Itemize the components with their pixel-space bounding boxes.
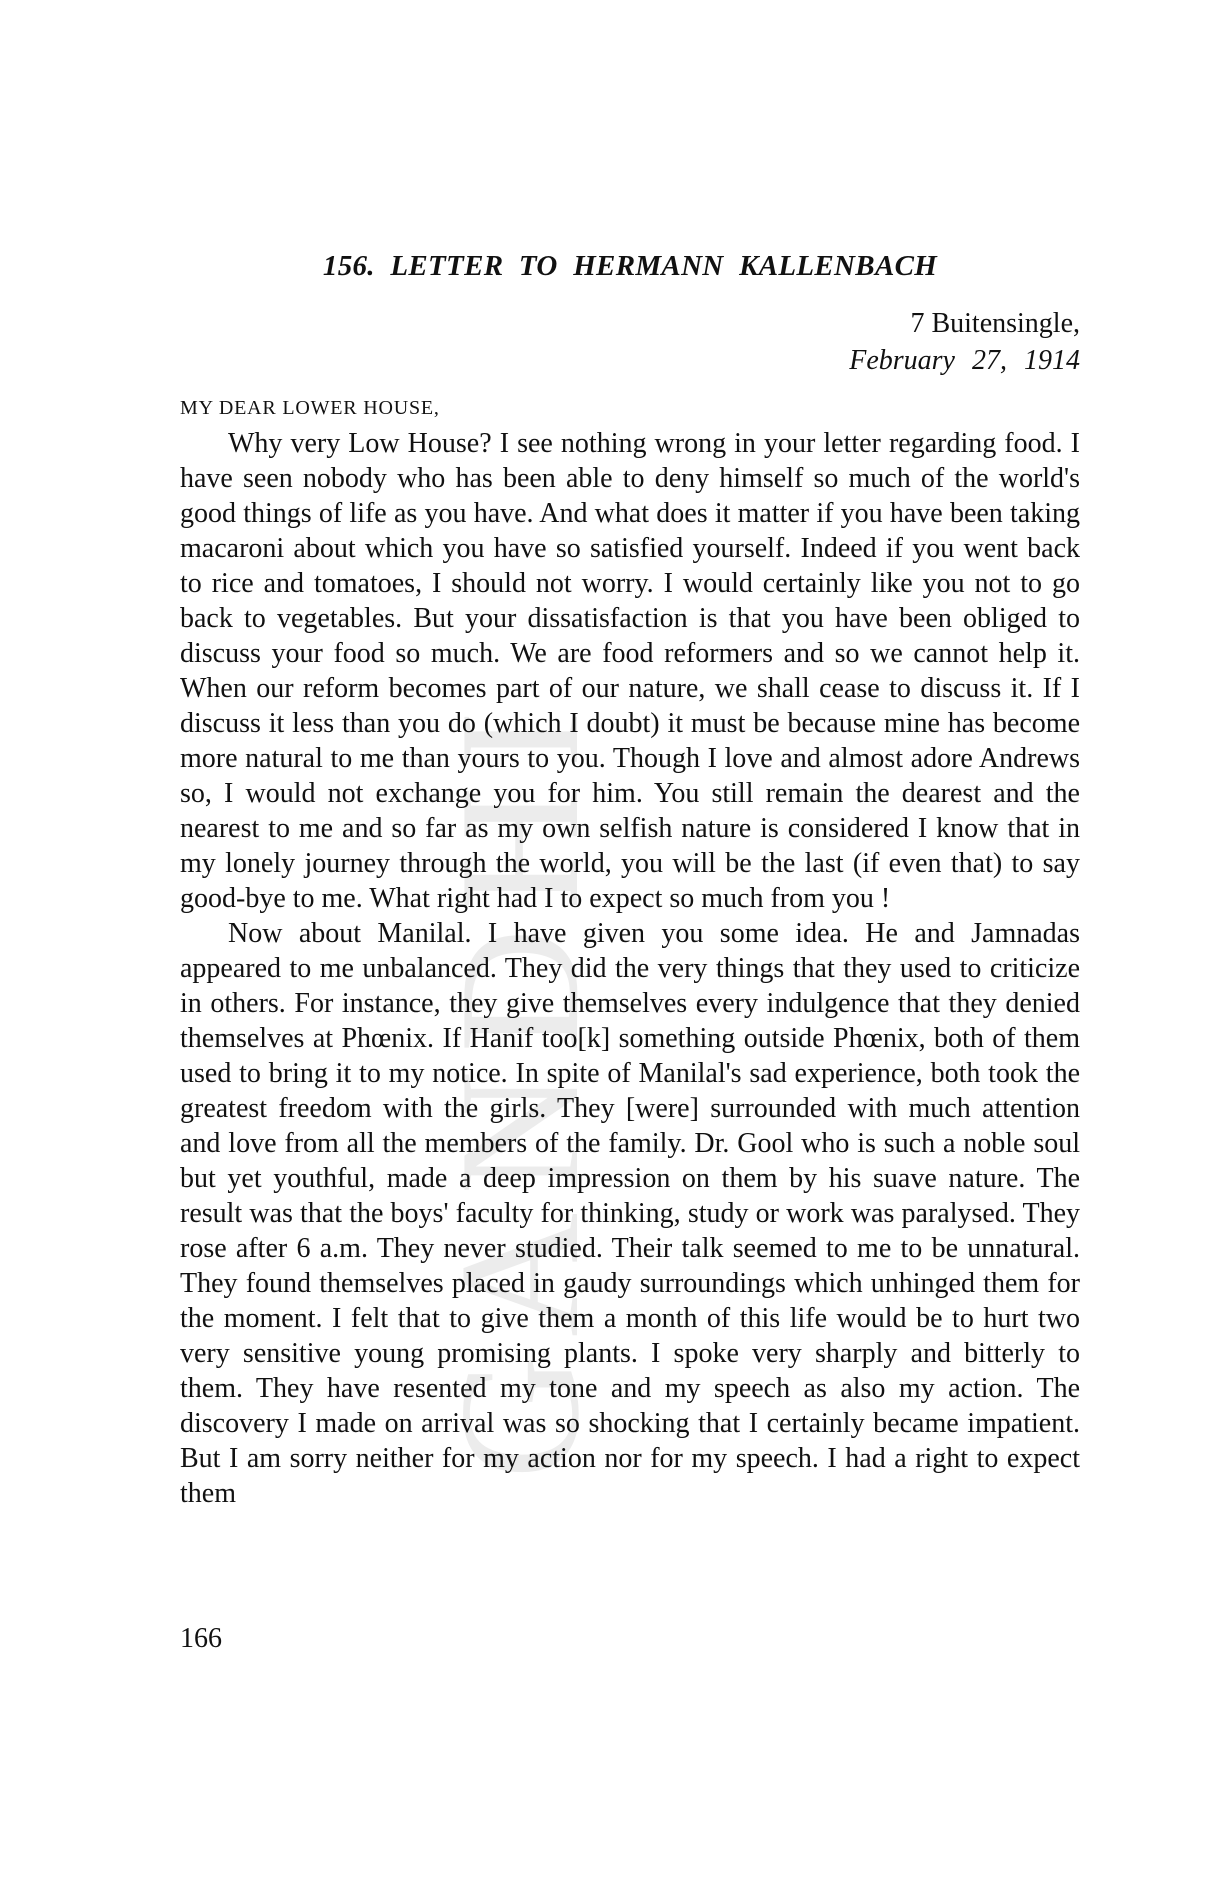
paragraph-1: Why very Low House? I see nothing wrong in your letter regarding food. I have seen nobody who has been able to deny himself so much of the world's good things of life as you have. And what does it matter if you have been taking macaroni about which you have so satisfied yourself. Indeed if you went back to rice and tomatoes, I should not worry. I would certainly like you not to go back to vegetables. But your dissatisfaction is that you have been obliged to discuss your food so much. We are food reformers and so we cannot help it. When our reform becomes part of our nature, we shall cease to discuss it. If I discuss it less than you do (which I doubt) it must be because mine has become more natural to me than yours to you. Though I love and almost adore Andrews so, I would not exchange you for him. You still remain the dearest and the nearest to me and so far as my own selfish nature is considered I know that in my lonely journey through the world, you will be the last (if even that) to say good-bye to me. What right had I to expect so much from you ! (180, 428, 1080, 914)
address-block (180, 305, 1080, 379)
letter-title: 156. LETTER TO HERMANN KALLENBACH (322, 250, 938, 282)
letter-content (180, 250, 1080, 1511)
salutation: MY DEAR LOWER HOUSE, (180, 397, 440, 419)
page-number: 166 (180, 1623, 222, 1654)
sender-address: 7 Buitensingle, (910, 308, 1080, 339)
letter-date: February 27, 1914 (849, 345, 1080, 376)
paragraph-2: Now about Manilal. I have given you some idea. He and Jamnadas appeared to me unbalanced. They did the very things that they used to criticize in others. For instance, they give themselves every indulgence that they denied themselves at Phœnix. If Hanif too[k] something outside Phœnix, both of them used to bring it to my notice. In spite of Manilal's sad experience, both took the greatest freedom with the girls. They [were] surrounded with much attention and love from all the members of the family. Dr. Gool who is such a noble soul but yet youthful, made a deep impression on them by his suave nature. The result was that the boys' faculty for thinking, study or work was paralysed. They rose after 6 a.m. They never studied. Their talk seemed to me to be unnatural. They found themselves placed in gaudy surroundings which unhinged them for the moment. I felt that to give them a month of this life would be to hurt two very sensitive young promising plants. I spoke very sharply and bitterly to them. They have resented my tone and my speech as also my action. The discovery I made on arrival was so shocking that I certainly became impatient. But I am sorry neither for my action nor for my speech. I had a right to expect them (180, 918, 1080, 1509)
watermark: GANDHI (425, 692, 615, 1480)
